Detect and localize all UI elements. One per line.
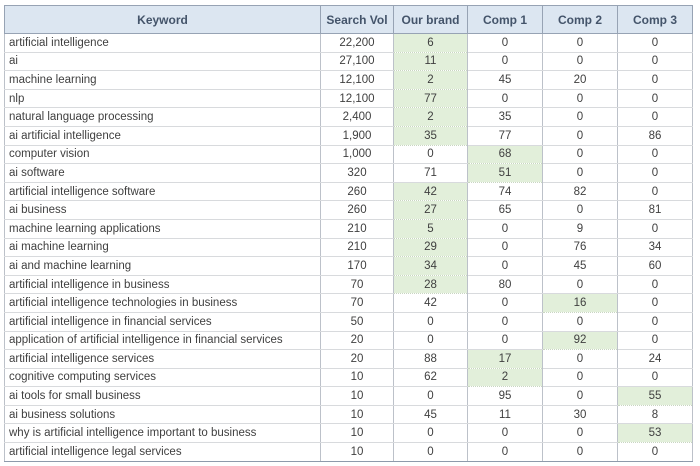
cell-keyword: ai business solutions xyxy=(5,405,321,424)
table-row xyxy=(5,238,693,257)
cell-comp3: 55 xyxy=(618,387,693,406)
cell-comp1: 0 xyxy=(468,424,543,443)
cell-keyword: cognitive computing services xyxy=(5,368,321,387)
cell-comp2: 0 xyxy=(543,387,618,406)
table-row xyxy=(5,387,693,406)
cell-comp3: 0 xyxy=(618,331,693,350)
cell-comp2: 0 xyxy=(543,145,618,164)
cell-comp2: 0 xyxy=(543,89,618,108)
cell-comp3: 60 xyxy=(618,257,693,276)
cell-comp2: 0 xyxy=(543,108,618,127)
cell-our_brand: 28 xyxy=(394,275,468,294)
table-row xyxy=(5,257,693,276)
cell-keyword: natural language processing xyxy=(5,108,321,127)
cell-comp3: 8 xyxy=(618,405,693,424)
cell-comp3: 0 xyxy=(618,182,693,201)
cell-search_vol: 10 xyxy=(321,443,394,462)
cell-comp3: 86 xyxy=(618,126,693,145)
cell-search_vol: 20 xyxy=(321,350,394,369)
cell-search_vol: 260 xyxy=(321,201,394,220)
cell-search_vol: 10 xyxy=(321,424,394,443)
cell-comp3: 0 xyxy=(618,34,693,53)
cell-keyword: nlp xyxy=(5,89,321,108)
table-row xyxy=(5,71,693,90)
cell-comp2: 16 xyxy=(543,294,618,313)
cell-comp1: 0 xyxy=(468,257,543,276)
cell-our_brand: 5 xyxy=(394,219,468,238)
cell-our_brand: 29 xyxy=(394,238,468,257)
cell-comp1: 11 xyxy=(468,405,543,424)
column-header-comp2: Comp 2 xyxy=(543,6,618,34)
cell-comp1: 95 xyxy=(468,387,543,406)
cell-our_brand: 35 xyxy=(394,126,468,145)
cell-comp1: 0 xyxy=(468,312,543,331)
cell-keyword: why is artificial intelligence important to business xyxy=(5,424,321,443)
cell-keyword: ai machine learning xyxy=(5,238,321,257)
cell-search_vol: 260 xyxy=(321,182,394,201)
table-row xyxy=(5,164,693,183)
cell-comp3: 0 xyxy=(618,275,693,294)
cell-comp1: 77 xyxy=(468,126,543,145)
cell-comp2: 0 xyxy=(543,201,618,220)
cell-search_vol: 20 xyxy=(321,331,394,350)
cell-comp1: 0 xyxy=(468,238,543,257)
cell-comp2: 0 xyxy=(543,350,618,369)
cell-our_brand: 45 xyxy=(394,405,468,424)
cell-comp2: 0 xyxy=(543,443,618,462)
table-row xyxy=(5,331,693,350)
table-row xyxy=(5,145,693,164)
cell-comp1: 45 xyxy=(468,71,543,90)
cell-comp3: 81 xyxy=(618,201,693,220)
keyword-rank-table xyxy=(4,5,693,462)
cell-search_vol: 320 xyxy=(321,164,394,183)
cell-comp1: 65 xyxy=(468,201,543,220)
table-row xyxy=(5,368,693,387)
cell-our_brand: 27 xyxy=(394,201,468,220)
table-body xyxy=(5,34,693,462)
cell-comp3: 53 xyxy=(618,424,693,443)
cell-comp2: 0 xyxy=(543,126,618,145)
table-row xyxy=(5,108,693,127)
cell-keyword: machine learning applications xyxy=(5,219,321,238)
cell-our_brand: 42 xyxy=(394,182,468,201)
cell-comp3: 0 xyxy=(618,294,693,313)
table-row xyxy=(5,201,693,220)
table-row xyxy=(5,52,693,71)
cell-comp1: 74 xyxy=(468,182,543,201)
column-header-keyword: Keyword xyxy=(5,6,321,34)
cell-comp3: 0 xyxy=(618,312,693,331)
header-row xyxy=(5,6,693,34)
cell-search_vol: 10 xyxy=(321,368,394,387)
cell-our_brand: 0 xyxy=(394,312,468,331)
cell-keyword: artificial intelligence legal services xyxy=(5,443,321,462)
column-header-our_brand: Our brand xyxy=(394,6,468,34)
cell-search_vol: 210 xyxy=(321,238,394,257)
cell-keyword: artificial intelligence in financial services xyxy=(5,312,321,331)
cell-comp3: 0 xyxy=(618,71,693,90)
cell-comp1: 0 xyxy=(468,89,543,108)
cell-our_brand: 88 xyxy=(394,350,468,369)
cell-search_vol: 10 xyxy=(321,405,394,424)
cell-our_brand: 0 xyxy=(394,387,468,406)
cell-our_brand: 77 xyxy=(394,89,468,108)
cell-search_vol: 12,100 xyxy=(321,71,394,90)
cell-search_vol: 170 xyxy=(321,257,394,276)
cell-comp2: 0 xyxy=(543,52,618,71)
cell-comp1: 0 xyxy=(468,294,543,313)
cell-keyword: ai software xyxy=(5,164,321,183)
cell-comp1: 0 xyxy=(468,34,543,53)
cell-comp2: 0 xyxy=(543,312,618,331)
cell-our_brand: 34 xyxy=(394,257,468,276)
table-row xyxy=(5,34,693,53)
cell-keyword: artificial intelligence software xyxy=(5,182,321,201)
cell-comp1: 17 xyxy=(468,350,543,369)
cell-comp1: 35 xyxy=(468,108,543,127)
cell-keyword: ai tools for small business xyxy=(5,387,321,406)
table-row xyxy=(5,89,693,108)
cell-comp2: 0 xyxy=(543,368,618,387)
cell-search_vol: 1,900 xyxy=(321,126,394,145)
cell-keyword: ai artificial intelligence xyxy=(5,126,321,145)
cell-comp2: 0 xyxy=(543,424,618,443)
cell-comp3: 0 xyxy=(618,219,693,238)
cell-our_brand: 71 xyxy=(394,164,468,183)
cell-comp1: 0 xyxy=(468,443,543,462)
cell-our_brand: 0 xyxy=(394,145,468,164)
cell-our_brand: 0 xyxy=(394,424,468,443)
cell-comp3: 0 xyxy=(618,368,693,387)
cell-comp2: 30 xyxy=(543,405,618,424)
cell-comp3: 0 xyxy=(618,443,693,462)
cell-comp3: 0 xyxy=(618,108,693,127)
cell-comp2: 45 xyxy=(543,257,618,276)
cell-comp2: 82 xyxy=(543,182,618,201)
table-row xyxy=(5,126,693,145)
cell-keyword: artificial intelligence in business xyxy=(5,275,321,294)
cell-search_vol: 22,200 xyxy=(321,34,394,53)
cell-our_brand: 0 xyxy=(394,443,468,462)
cell-keyword: ai and machine learning xyxy=(5,257,321,276)
cell-keyword: artificial intelligence services xyxy=(5,350,321,369)
cell-search_vol: 12,100 xyxy=(321,89,394,108)
cell-comp3: 24 xyxy=(618,350,693,369)
cell-keyword: ai xyxy=(5,52,321,71)
table-row xyxy=(5,350,693,369)
cell-comp1: 80 xyxy=(468,275,543,294)
cell-search_vol: 1,000 xyxy=(321,145,394,164)
table-row xyxy=(5,443,693,462)
cell-comp1: 51 xyxy=(468,164,543,183)
cell-keyword: computer vision xyxy=(5,145,321,164)
cell-keyword: artificial intelligence xyxy=(5,34,321,53)
cell-comp2: 0 xyxy=(543,164,618,183)
cell-comp2: 0 xyxy=(543,275,618,294)
column-header-comp3: Comp 3 xyxy=(618,6,693,34)
cell-our_brand: 42 xyxy=(394,294,468,313)
table-row xyxy=(5,275,693,294)
cell-our_brand: 11 xyxy=(394,52,468,71)
cell-comp1: 0 xyxy=(468,52,543,71)
cell-comp2: 20 xyxy=(543,71,618,90)
cell-our_brand: 6 xyxy=(394,34,468,53)
cell-comp1: 0 xyxy=(468,219,543,238)
column-header-comp1: Comp 1 xyxy=(468,6,543,34)
cell-comp2: 0 xyxy=(543,34,618,53)
cell-comp3: 0 xyxy=(618,145,693,164)
cell-our_brand: 2 xyxy=(394,71,468,90)
cell-search_vol: 70 xyxy=(321,294,394,313)
cell-comp1: 2 xyxy=(468,368,543,387)
cell-keyword: artificial intelligence technologies in business xyxy=(5,294,321,313)
cell-search_vol: 210 xyxy=(321,219,394,238)
cell-keyword: application of artificial intelligence in financial services xyxy=(5,331,321,350)
cell-our_brand: 0 xyxy=(394,331,468,350)
cell-search_vol: 10 xyxy=(321,387,394,406)
table-row xyxy=(5,294,693,313)
cell-comp3: 0 xyxy=(618,89,693,108)
cell-our_brand: 62 xyxy=(394,368,468,387)
cell-comp3: 0 xyxy=(618,164,693,183)
cell-comp3: 34 xyxy=(618,238,693,257)
table-row xyxy=(5,405,693,424)
cell-comp3: 0 xyxy=(618,52,693,71)
cell-comp2: 9 xyxy=(543,219,618,238)
cell-search_vol: 27,100 xyxy=(321,52,394,71)
table-row xyxy=(5,182,693,201)
cell-our_brand: 2 xyxy=(394,108,468,127)
cell-search_vol: 70 xyxy=(321,275,394,294)
table-row xyxy=(5,424,693,443)
cell-search_vol: 50 xyxy=(321,312,394,331)
cell-comp1: 0 xyxy=(468,331,543,350)
cell-comp1: 68 xyxy=(468,145,543,164)
cell-keyword: ai business xyxy=(5,201,321,220)
cell-comp2: 76 xyxy=(543,238,618,257)
table-row xyxy=(5,312,693,331)
cell-comp2: 92 xyxy=(543,331,618,350)
column-header-search_vol: Search Vol xyxy=(321,6,394,34)
table-row xyxy=(5,219,693,238)
cell-search_vol: 2,400 xyxy=(321,108,394,127)
cell-keyword: machine learning xyxy=(5,71,321,90)
